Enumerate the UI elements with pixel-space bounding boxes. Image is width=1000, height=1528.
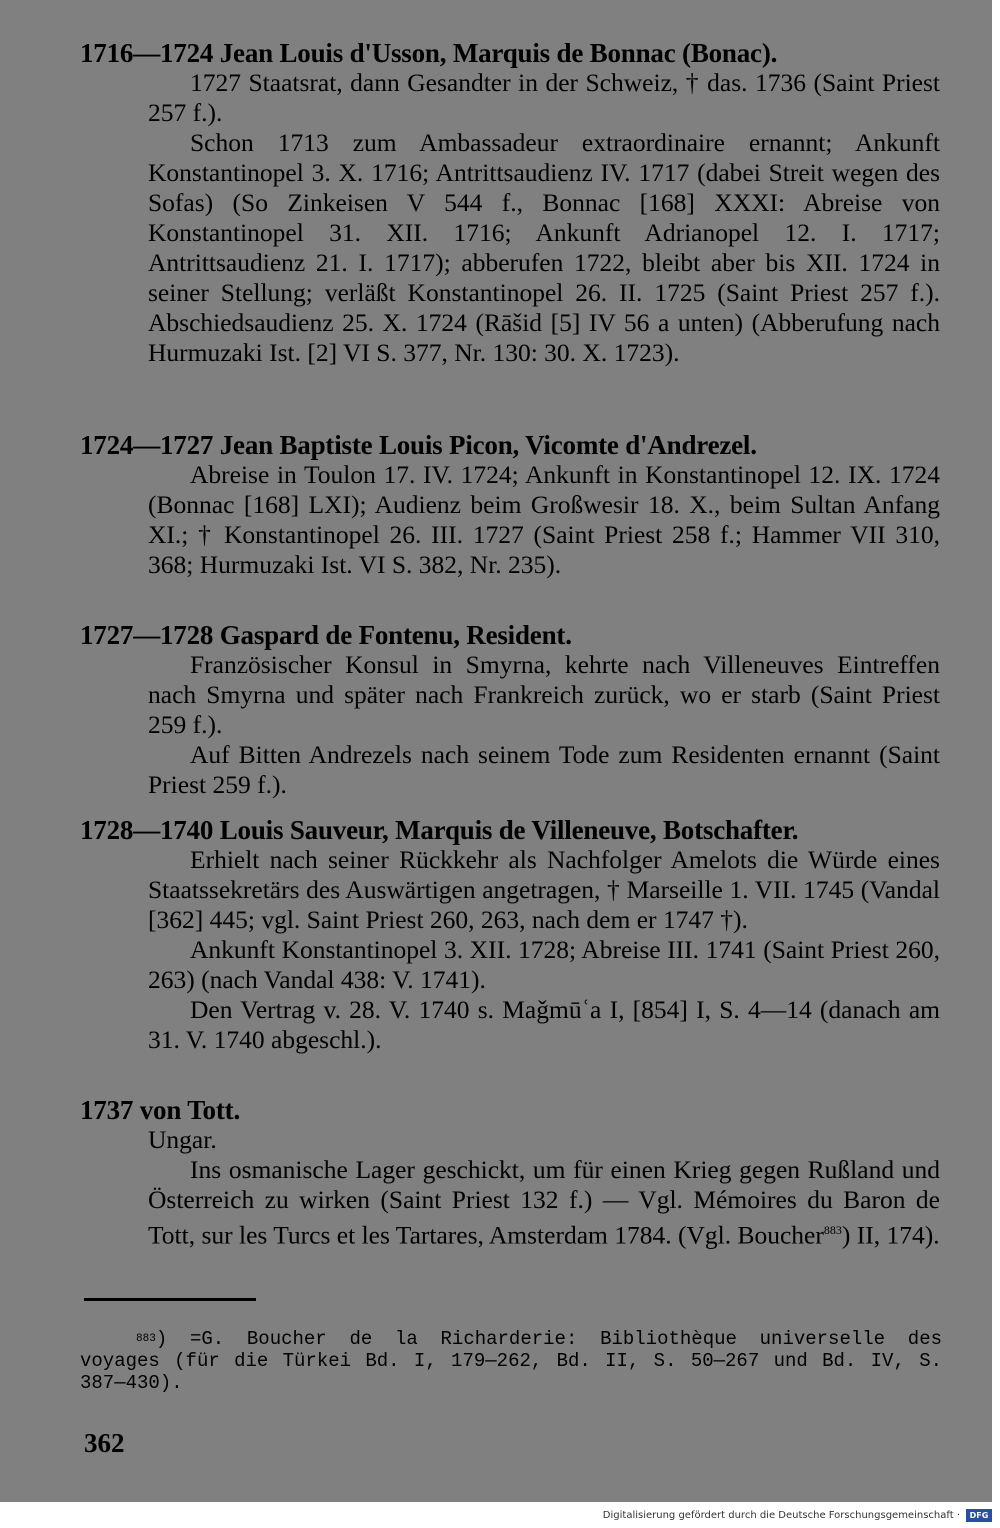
- entry-fontenu: [80, 620, 940, 800]
- entry-paragraph: [148, 1155, 940, 1251]
- footnote-marker: 883: [136, 1333, 156, 1345]
- footnote-divider: [84, 1298, 256, 1301]
- page-number: 362: [84, 1428, 125, 1458]
- entry-andrezel: [80, 430, 940, 580]
- entry-paragraph: 1727 Staatsrat, dann Gesandter in der Schweiz, † das. 1736 (Saint Priest 257 f.).: [148, 68, 940, 127]
- entry-heading: 1724—1727 Jean Baptiste Louis Picon, Vicomte d'Andrezel.: [80, 430, 757, 460]
- digitization-credit: Digitalisierung gefördert durch die Deutsche Forschungsgemeinschaft ·: [602, 1510, 960, 1521]
- entry-bonnac: [80, 38, 940, 368]
- entry-villeneuve: [80, 815, 940, 1055]
- entry-paragraph: Ankunft Konstantinopel 3. XII. 1728; Abreise III. 1741 (Saint Priest 260, 263) (nach Vandal 438: V. 1741).: [148, 935, 940, 994]
- entry-heading: 1727—1728 Gaspard de Fontenu, Resident.: [80, 620, 572, 650]
- entry-paragraph: Auf Bitten Andrezels nach seinem Tode zum Residenten ernannt (Saint Priest 259 f.).: [148, 740, 940, 799]
- footnote-text: ) =G. Boucher de la Richarderie: Bibliothèque universelle des voyages (für die Türkei Bd. I, 179—262, Bd. II, S. 50—267 und Bd. IV, S. 387—430).: [80, 1328, 942, 1394]
- entry-paragraph: Schon 1713 zum Ambassadeur extraordinaire ernannt; Ankunft Konstantinopel 3. X. 1716; Antrittsaudienz IV. 1717 (dabei Streit wegen des Sofas) (So Zinkeisen V 544 f., Bonnac [168] XXXI: Abreise von Konstantinopel 31. XII. 1716; Ankunft Adrianopel 12. I. 1717; Antrittsaudienz 21. I. 1717); abberufen 1722, bleibt aber bis XII. 1724 in seiner Stellung; verläßt Konstantinopel 26. II. 1725 (Saint Priest 257 f.). Abschiedsaudienz 25. X. 1724 (Rāšid [5] IV 56 a unten) (Abberufung nach Hurmuzaki Ist. [2] VI S. 377, Nr. 130: 30. X. 1723).: [148, 128, 940, 367]
- entry-tott: [80, 1095, 940, 1251]
- entry-paragraph: Den Vertrag v. 28. V. 1740 s. Maǧmūʿa I, [854] I, S. 4—14 (danach am 31. V. 1740 abgeschl.).: [148, 995, 940, 1054]
- entry-heading: 1716—1724 Jean Louis d'Usson, Marquis de Bonnac (Bonac).: [80, 38, 778, 68]
- entry-heading: 1728—1740 Louis Sauveur, Marquis de Villeneuve, Botschafter.: [80, 815, 799, 845]
- entry-paragraph: Ungar.: [148, 1125, 217, 1154]
- dfg-logo: DFG: [966, 1509, 992, 1522]
- entry-paragraph: Abreise in Toulon 17. IV. 1724; Ankunft in Konstantinopel 12. IX. 1724 (Bonnac [168] LXI); Audienz beim Großwesir 18. X., beim Sultan Anfang XI.; † Konstantinopel 26. III. 1727 (Saint Priest 258 f.; Hammer VII 310, 368; Hurmuzaki Ist. VI S. 382, Nr. 235).: [148, 460, 940, 579]
- entry-heading: 1737 von Tott.: [80, 1095, 240, 1125]
- entry-paragraph: Erhielt nach seiner Rückkehr als Nachfolger Amelots die Würde eines Staatssekretärs des Auswärtigen angetragen, † Marseille 1. VII. 1745 (Vandal [362] 445; vgl. Saint Priest 260, 263, nach dem er 1747 †).: [148, 845, 940, 934]
- footnote: [80, 1328, 942, 1394]
- paragraph-text: Ins osmanische Lager geschickt, um für einen Krieg gegen Rußland und Österreich zu wirken (Saint Priest 132 f.) — Vgl. Mémoires du Baron de Tott, sur les Turcs et les Tartares, Amsterdam 1784. (Vgl. Boucher: [148, 1155, 940, 1250]
- entry-paragraph: Französischer Konsul in Smyrna, kehrte nach Villeneuves Eintreffen nach Smyrna und später nach Frankreich zurück, wo er starb (Saint Priest 259 f.).: [148, 650, 940, 739]
- paragraph-text: ) II, 174).: [841, 1220, 940, 1250]
- scan-edge: [992, 0, 1000, 1502]
- footnote-reference: 883: [823, 1223, 842, 1237]
- credit-bar: [0, 1502, 1000, 1528]
